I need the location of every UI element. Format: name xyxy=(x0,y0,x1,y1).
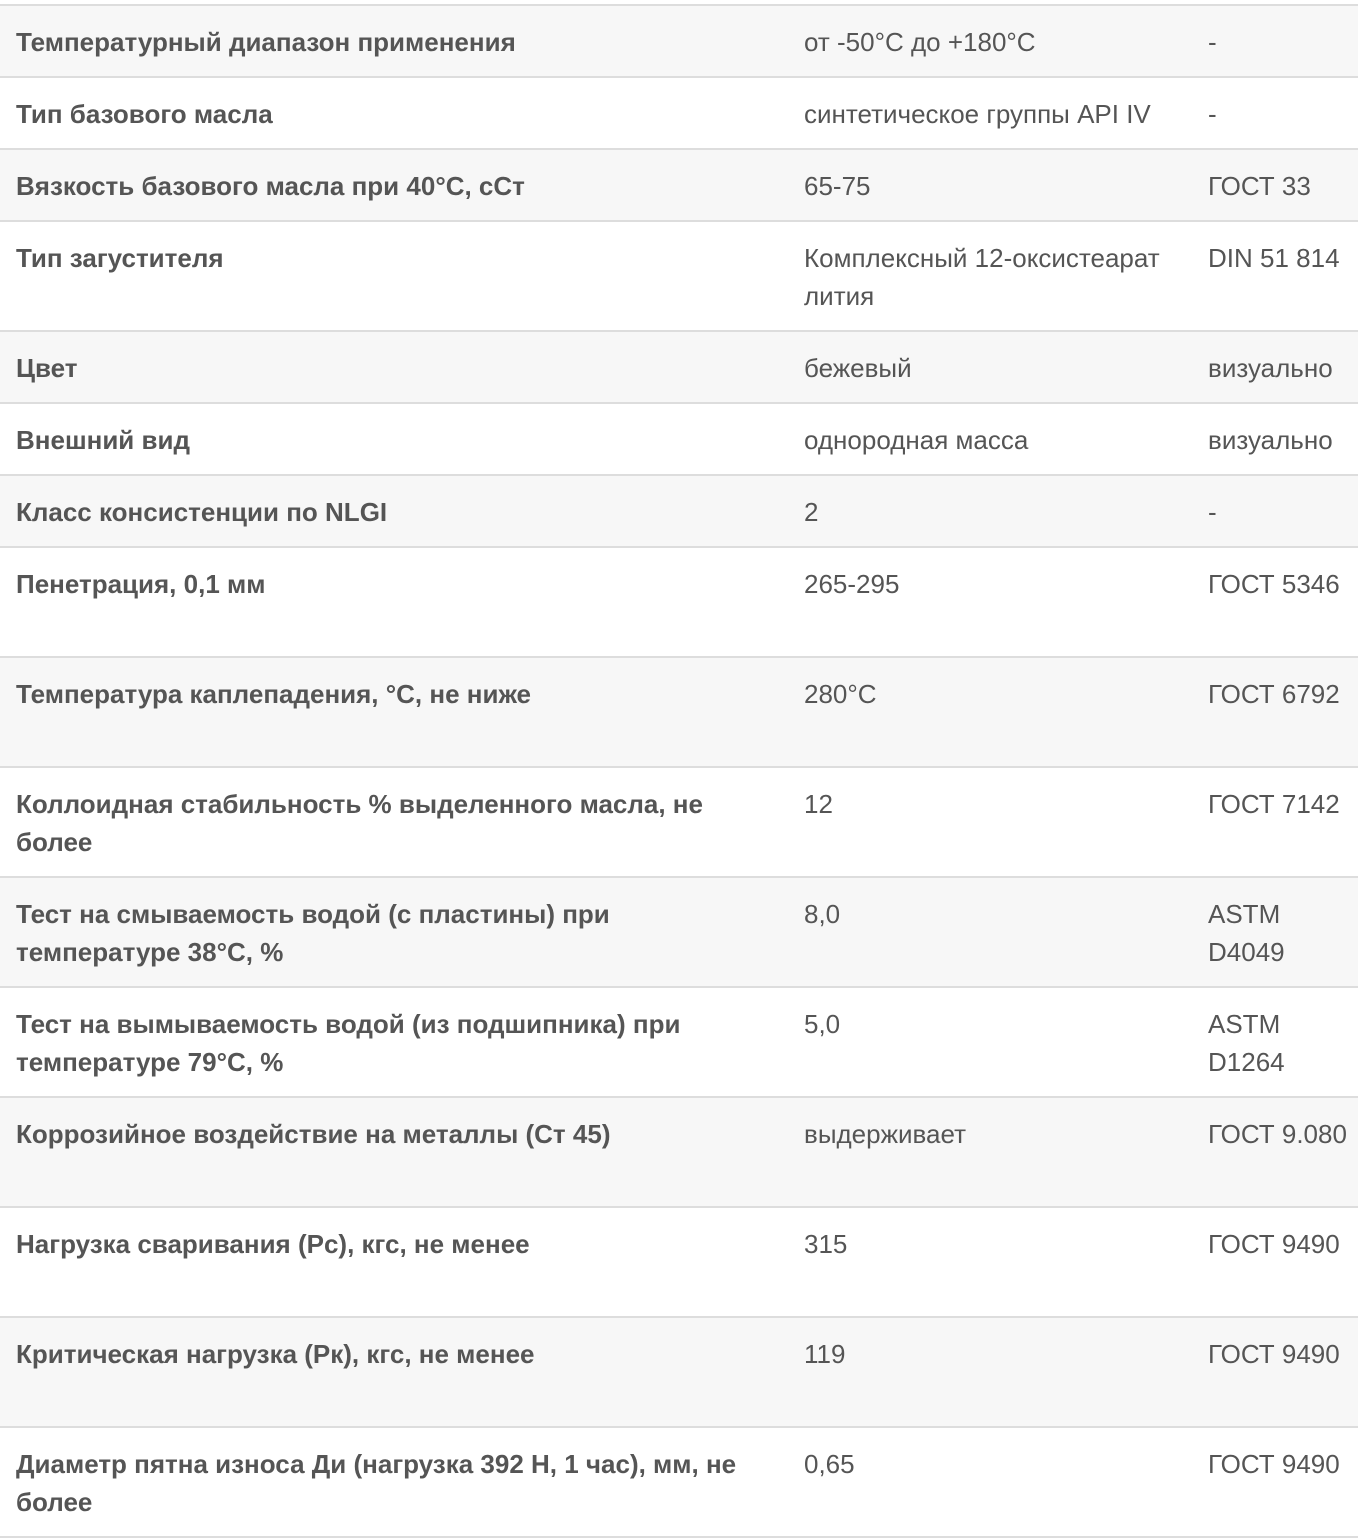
table-row xyxy=(0,988,1358,1098)
method-cell: ГОСТ 6792 xyxy=(1208,679,1340,709)
table-row xyxy=(0,768,1358,878)
method-cell: - xyxy=(1208,99,1217,129)
value-cell: синтетическое группы API IV xyxy=(804,99,1151,129)
param-cell: Тип загустителя xyxy=(16,243,224,273)
method-cell: ГОСТ 7142 xyxy=(1208,789,1340,819)
method-cell: - xyxy=(1208,497,1217,527)
method-cell: ГОСТ 9.080 xyxy=(1208,1119,1347,1149)
table-row xyxy=(0,1098,1358,1208)
param-cell: Вязкость базового масла при 40°C, сСт xyxy=(16,171,525,201)
value-cell: Комплексный 12-оксистеарат лития xyxy=(804,243,1160,311)
param-cell: Коррозийное воздействие на металлы (Ст 45) xyxy=(16,1119,611,1149)
method-cell: визуально xyxy=(1208,425,1333,455)
method-cell: DIN 51 814 xyxy=(1208,243,1340,273)
param-cell: Тип базового масла xyxy=(16,99,273,129)
param-cell: Температурный диапазон применения xyxy=(16,27,516,57)
value-cell: выдерживает xyxy=(804,1119,966,1149)
table-row xyxy=(0,78,1358,150)
method-cell: ГОСТ 5346 xyxy=(1208,569,1340,599)
value-cell: 280°C xyxy=(804,679,877,709)
table-row xyxy=(0,878,1358,988)
table-row xyxy=(0,658,1358,768)
method-cell: ГОСТ 33 xyxy=(1208,171,1311,201)
value-cell: однородная масса xyxy=(804,425,1029,455)
value-cell: от -50°C до +180°C xyxy=(804,27,1036,57)
value-cell: 2 xyxy=(804,497,819,527)
table-row xyxy=(0,548,1358,658)
value-cell: 119 xyxy=(804,1339,846,1369)
specs-table xyxy=(0,4,1358,1538)
param-cell: Тест на смываемость водой (с пластины) при температуре 38°С, % xyxy=(16,899,610,967)
param-cell: Коллоидная стабильность % выделенного масла, не более xyxy=(16,789,703,857)
table-row xyxy=(0,6,1358,78)
param-cell: Тест на вымываемость водой (из подшипника) при температуре 79°С, % xyxy=(16,1009,681,1077)
value-cell: 65-75 xyxy=(804,171,871,201)
value-cell: 315 xyxy=(804,1229,848,1259)
value-cell: 0,65 xyxy=(804,1449,855,1479)
method-cell: - xyxy=(1208,27,1217,57)
param-cell: Диаметр пятна износа Ди (нагрузка 392 Н, 1 час), мм, не более xyxy=(16,1449,737,1517)
param-cell: Нагрузка сваривания (Рс), кгс, не менее xyxy=(16,1229,530,1259)
method-cell: ГОСТ 9490 xyxy=(1208,1449,1340,1479)
param-cell: Цвет xyxy=(16,353,78,383)
table-row xyxy=(0,476,1358,548)
table-row xyxy=(0,404,1358,476)
param-cell: Пенетрация, 0,1 мм xyxy=(16,569,266,599)
method-cell: ASTM D4049 xyxy=(1208,899,1285,967)
table-row xyxy=(0,1428,1358,1538)
param-cell: Температура каплепадения, °С, не ниже xyxy=(16,679,531,709)
table-row xyxy=(0,1208,1358,1318)
value-cell: 12 xyxy=(804,789,833,819)
table-row xyxy=(0,1318,1358,1428)
param-cell: Класс консистенции по NLGI xyxy=(16,497,388,527)
value-cell: бежевый xyxy=(804,353,912,383)
method-cell: ГОСТ 9490 xyxy=(1208,1339,1340,1369)
param-cell: Критическая нагрузка (Рк), кгс, не менее xyxy=(16,1339,535,1369)
method-cell: ГОСТ 9490 xyxy=(1208,1229,1340,1259)
method-cell: ASTM D1264 xyxy=(1208,1009,1285,1077)
value-cell: 8,0 xyxy=(804,899,841,929)
table-row xyxy=(0,222,1358,332)
table-row xyxy=(0,332,1358,404)
method-cell: визуально xyxy=(1208,353,1333,383)
value-cell: 5,0 xyxy=(804,1009,841,1039)
param-cell: Внешний вид xyxy=(16,425,190,455)
value-cell: 265-295 xyxy=(804,569,900,599)
table-row xyxy=(0,150,1358,222)
